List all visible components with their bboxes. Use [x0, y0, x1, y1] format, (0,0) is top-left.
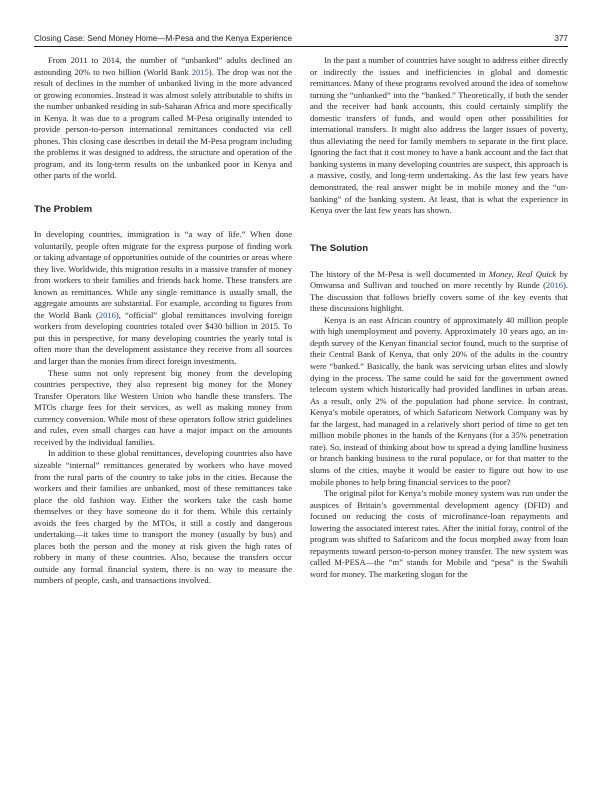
running-title: Closing Case: Send Money Home—M-Pesa and the Kenya Experience	[34, 34, 293, 43]
intro-paragraph: From 2011 to 2014, the number of “unbanked” adults declined an astounding 20% to two billion (World Bank 2015). The drop was not the result of declines in the number of unbanked living in the more advanced or growing economies. Instead it was almost solely attributable to shifts in the number unbanked residing in sub-Saharan Africa and more specifically in Kenya. It was due to a program called M-Pesa originally intended to provide person-to-person international remittances conducted via cell phones. This closing case describes in detail the M-Pesa program including the problems it was designed to address, the structure and operation of the program, and its long-term results on the unbanked poor in Kenya and other parts of the world.	[34, 55, 292, 181]
paragraph: Kenya is an east African country of approximately 40 million people with high unemployment and poverty. Approximately 10 years ago, an in-depth survey of the Kenyan financial sector found, much to the surprise of their Central Bank of Kenya, that only 20% of the adults in the country were “banked.” Basically, the bank was servicing urban elites and slowly dying in the process. The same could be said for the government owned telecom system which historically had provided landlines in urban areas. As a result, only 2% of the population had phone service. In contrast, Kenya’s mobile operators, of which Safaricom Network Company was by far the largest, had managed in a relatively short period of time to get ten million mobile phones in the hands of the Kenyans (for a 35% penetration rate). So, instead of thinking about how to spread a dying landline business or branch banking business to the rural populace, or for that matter to the slums of the cities, maybe it would be easier to figure out how to use mobile phones to help bring financial services to the poor?	[310, 314, 568, 487]
page-number: 377	[554, 34, 568, 43]
section-heading-problem: The Problem	[34, 204, 93, 216]
section-heading-solution: The Solution	[310, 242, 369, 254]
citation-link[interactable]: 2016	[98, 309, 116, 320]
citation-link[interactable]: 2015	[191, 66, 209, 77]
paragraph: In the past a number of countries have sought to address either directly or indirectly the issues and inefficiencies in global and domestic remittances. Many of these programs revolved around the idea of somehow turning the “unbanked” into the “banked.” Theoretically, if both the sender and the receiver had bank accounts, this could certainly simplify the domestic transfers of funds, and would open other possibilities for international transfers. It might also address the larger issues of poverty, thus alleviating the need for family members to separate in the first place. Ignoring the fact that it cost money to have a bank account and the fact that banking systems in many developing countries are suspect, this approach is a massive, costly, and long-term undertaking. As the last few years have demonstrated, the real answer might be in mobile money and the “un-banking” of the banking system. At least, that is what the experience in Kenya over the last few years has shown.	[310, 55, 569, 216]
citation-link[interactable]: 2016	[545, 280, 564, 291]
paragraph: These sums not only represent big money from the developing countries perspective, they also represent big money for the Money Transfer Operators like Western Union who handle these transfers. The MTOs charge fees for their services, as well as making money from currency conversion. While most of these operators follow strict guidelines and rules, even small charges can have a major impact on the amounts received by the individual families.	[34, 367, 292, 447]
paragraph: The original pilot for Kenya’s mobile money system was run under the auspices of Britain’s governmental development agency (DFID) and focused on reducing the costs of microfinance-loan repayments and lowering the associated interest rates. After the initial foray, control of the program was shifted to Safaricom and the focus morphed away from loan repayments toward person-to-person money transfer. The new system was called M-PESA—the “m” stands for Mobile and “pesa” is the Swahili word for money. The marketing slogan for the	[310, 488, 568, 579]
book-title: Money, Real Quick	[488, 268, 557, 279]
paragraph: In developing countries, immigration is “a way of life.” When done voluntarily, people often migrate for the express purpose of finding work or taking advantage of opportunities outside of the countries or areas where they live. Worldwide, this migration results in a massive transfer of money from workers to their families and friends back home. These transfers are known as remittances. While any single remittance is usually small, the aggregate amounts are substantial. For example, according to figures from the World Bank (2016), “official” global remittances involving foreign workers from developing countries totaled over $430 billion in 2015. To put this in perspective, for many developing countries the yearly total is often more than the development assistance they receive from all sources and larger than the monies from direct foreign investments.	[34, 229, 292, 367]
paragraph: The history of the M-Pesa is well documented in Money, Real Quick by Omwansa and Sullivan and touched on more recently by Runde (2016). The discussion that follows briefly covers some of the key events that these discussions highlight.	[310, 268, 568, 314]
right-column	[310, 55, 568, 580]
paragraph: In addition to these global remittances, developing countries also have sizeable “internal” remittances generated by workers who have moved from the rural parts of the country to take jobs in the cities. Because the workers and their families are unbanked, most of these remittances take place the old fashion way. Either the workers take the cash home themselves or they have someone do it for them. While this certainly avoids the fees charged by the MTOs, it still a costly and dangerous undertaking—it takes time to transport the money (usually by bus) and places both the person and the money at risk given the high rates of robbery in many of these countries. Also, because the transfers occur outside any formal financial system, there is no way to measure the numbers of people, cash, and transactions involved.	[34, 448, 292, 586]
page-header	[34, 30, 568, 47]
left-column	[34, 55, 292, 587]
